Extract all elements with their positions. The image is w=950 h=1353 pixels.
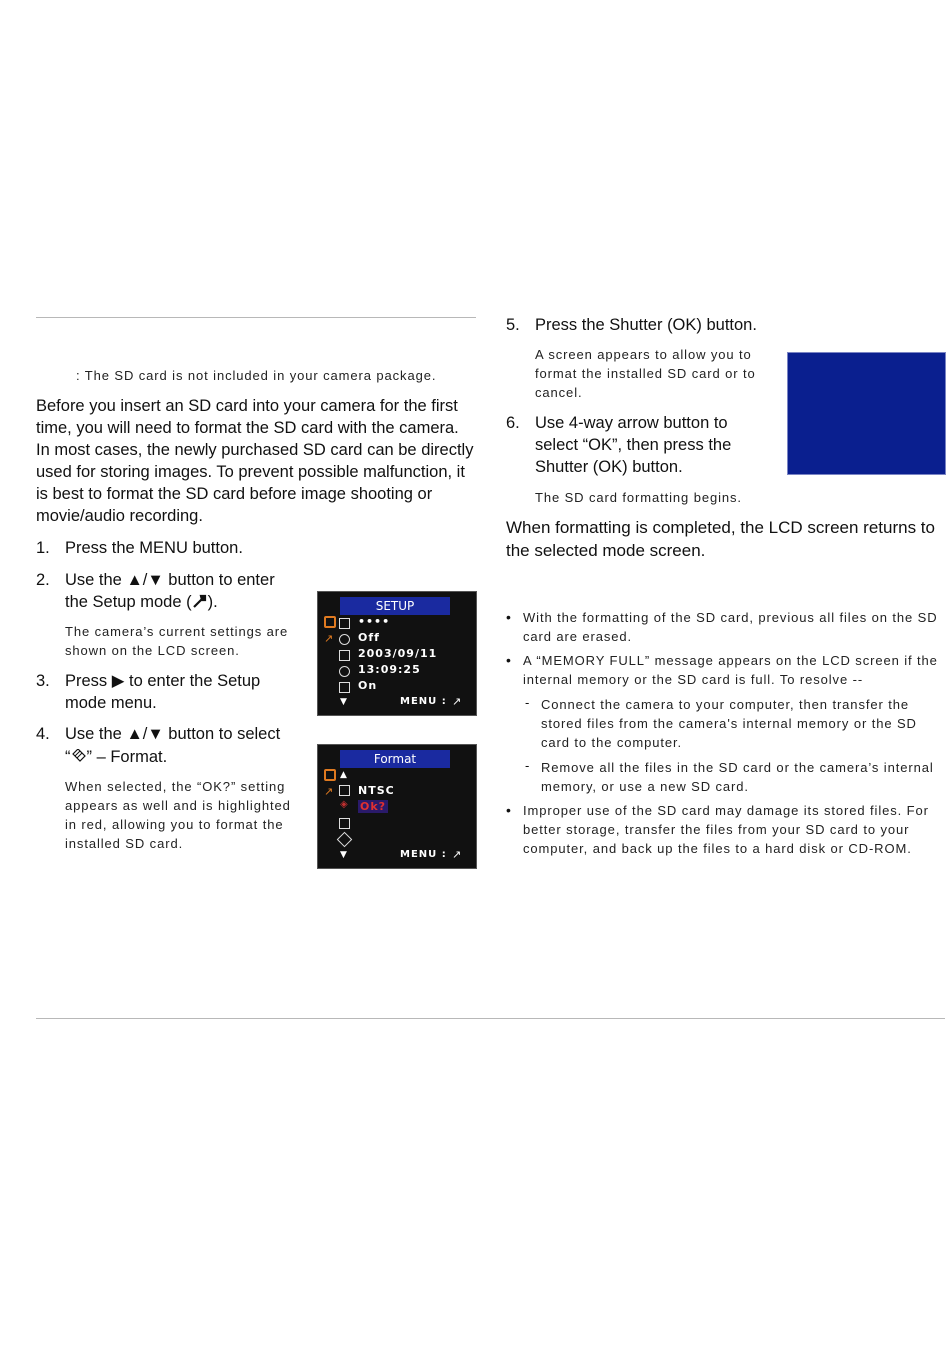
bottom-rule <box>36 1018 945 1019</box>
step-5-note: A screen appears to allow you to format the installed SD card or to cancel. <box>535 347 756 400</box>
step-3-line2: mode menu. <box>65 694 157 712</box>
format-card-icon: ◈ <box>340 799 348 810</box>
bullet-dot: • <box>506 609 511 625</box>
step-5-number: 5. <box>506 316 520 334</box>
lcd-row-icon <box>339 634 350 645</box>
lcd-setup-row-1: •••• <box>358 615 391 628</box>
top-rule <box>36 317 476 318</box>
step-6-number: 6. <box>506 414 520 432</box>
step-4-note: When selected, the “OK?” setting appears as well and is highlighted in red, allowing you to format the installed SD card. <box>65 779 291 851</box>
step-1-number: 1. <box>36 539 50 557</box>
step-6-note: The SD card formatting begins. <box>535 490 742 505</box>
step-4-line1: Use the ▲/▼ button to select <box>65 725 281 743</box>
lcd-setup-row-3: 2003/09/11 <box>358 647 438 660</box>
lcd-row-icon <box>339 666 350 677</box>
bullet-3: Improper use of the SD card may damage its stored files. For better storage, transfer the files from your SD card to your computer, and back up the files to a hard disk or CD-ROM. <box>523 803 929 856</box>
camera-mode-icon <box>324 616 336 628</box>
step-6-line2: select “OK”, then press the <box>535 436 732 454</box>
lcd-row-icon <box>339 682 350 693</box>
lcd-setup-screen <box>317 591 477 716</box>
step-3-line1: Press ▶ to enter the Setup <box>65 672 261 690</box>
lcd-format-ok: Ok? <box>360 800 387 813</box>
setup-mode-icon: ↗ <box>324 785 334 798</box>
lcd-row-icon <box>339 618 350 629</box>
lcd-format-title: Format <box>340 750 450 768</box>
lcd-setup-row-5: On <box>358 679 378 692</box>
completed-paragraph: When formatting is completed, the LCD screen returns to the selected mode screen. <box>506 518 935 560</box>
dash-marker: - <box>525 695 530 710</box>
step-2-line1: Use the ▲/▼ button to enter <box>65 571 275 589</box>
step-1-text: Press the MENU button. <box>65 539 243 557</box>
camera-mode-icon <box>324 769 336 781</box>
bullet-2: A “MEMORY FULL” message appears on the LCD screen if the internal memory or the SD card is full. To resolve -- <box>523 653 938 687</box>
wrench-icon <box>192 593 208 609</box>
step-6-line1: Use 4-way arrow button to <box>535 414 728 432</box>
lcd-row-icon <box>339 650 350 661</box>
dash-item-1: Connect the camera to your computer, then transfer the stored files from the camera's internal memory or the SD card to the computer. <box>541 697 917 750</box>
step-4-open-quote: “ <box>65 748 71 766</box>
lcd-setup-row-4: 13:09:25 <box>358 663 421 676</box>
bullet-1: With the formatting of the SD card, previous all files on the SD card are erased. <box>523 610 938 644</box>
step-4-line2-text: ” – Format. <box>86 748 168 766</box>
setup-mode-icon: ↗ <box>324 632 334 645</box>
step-4-line2 <box>65 746 167 768</box>
dash-item-2: Remove all the files in the SD card or the camera’s internal memory, or use a new SD card. <box>541 760 934 794</box>
lcd-format-menu-hint: MENU : <box>400 849 447 860</box>
lcd-row-icon <box>339 818 350 829</box>
step-4-number: 4. <box>36 725 50 743</box>
lcd-setup-title: SETUP <box>340 597 450 615</box>
lcd-down-arrow-icon: ▼ <box>340 697 347 707</box>
step-2-number: 2. <box>36 571 50 589</box>
step-2-line2 <box>65 591 218 613</box>
lcd-down-arrow-icon: ▼ <box>340 850 347 860</box>
step-6-line3: Shutter (OK) button. <box>535 458 683 476</box>
step-3-number: 3. <box>36 672 50 690</box>
lcd-row-icon <box>337 832 353 848</box>
lcd-format-screen <box>317 744 477 869</box>
lcd-up-arrow-icon: ▲ <box>340 770 347 780</box>
step-5-text: Press the Shutter (OK) button. <box>535 316 757 334</box>
format-card-icon <box>71 749 87 765</box>
lcd-setup-menu-hint: MENU : <box>400 696 447 707</box>
step-2-line2-text: the Setup mode ( <box>65 593 192 611</box>
format-screen-illustration <box>787 352 946 475</box>
bullet-dot: • <box>506 802 511 818</box>
lcd-menu-wrench-icon: ↗ <box>452 695 462 708</box>
sd-card-note: : The SD card is not included in your camera package. <box>76 368 437 383</box>
step-2-line2-end: ). <box>207 593 218 611</box>
lcd-setup-row-2: Off <box>358 631 380 644</box>
intro-paragraph: Before you insert an SD card into your camera for the first time, you will need to format the SD card with the camera. In most cases, the newly purchased SD card can be directly used for storing images. To prevent possible malfunction, it is best to format the SD card before image shooting or movie/audio recording. <box>36 397 474 525</box>
bullet-dot: • <box>506 652 511 668</box>
lcd-row-icon <box>339 785 350 796</box>
step-2-note: The camera’s current settings are shown on the LCD screen. <box>65 624 289 658</box>
lcd-format-row-1: NTSC <box>358 784 395 797</box>
dash-marker: - <box>525 758 530 773</box>
lcd-menu-wrench-icon: ↗ <box>452 848 462 861</box>
